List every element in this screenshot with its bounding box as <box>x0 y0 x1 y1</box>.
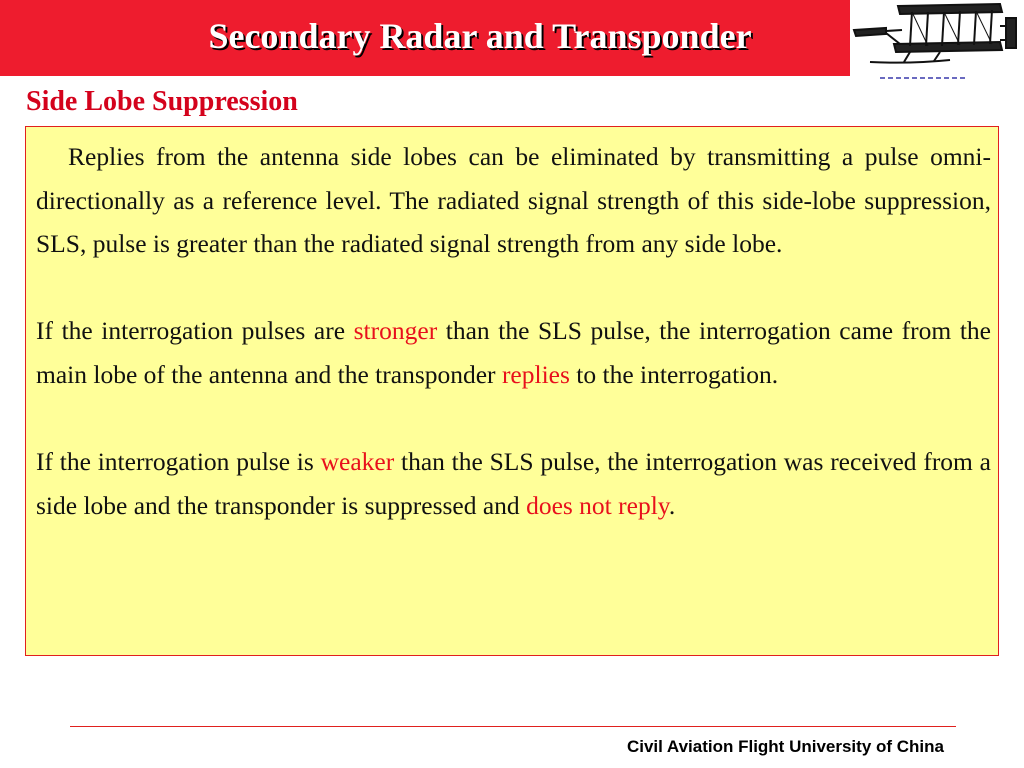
highlight-weaker: weaker <box>320 447 395 477</box>
paragraph-3-text-a: If the interrogation pulse is <box>36 447 321 477</box>
highlight-stronger: stronger <box>353 316 438 346</box>
logo-area <box>850 0 1024 80</box>
slide-title: Secondary Radar and Transponder <box>208 16 752 56</box>
paragraph-3 <box>36 440 991 527</box>
content-text <box>36 135 991 527</box>
paragraph-3-text-b: than the SLS pulse, the interrogation was received from a side lobe and the transponder is suppressed and <box>36 447 991 520</box>
paragraph-2-text-b: than the SLS pulse, the interrogation came from the main lobe of the antenna and the transponder <box>36 316 991 389</box>
footer-divider <box>70 726 956 727</box>
wright-biplane-icon <box>850 0 1024 80</box>
highlight-does-not-reply: does not reply <box>526 490 669 520</box>
paragraph-2-text-c: to the interrogation. <box>569 359 779 389</box>
paragraph-1: Replies from the antenna side lobes can be eliminated by transmitting a pulse omni-directionally as a reference level. The radiated signal strength of this side-lobe suppression, SLS, pulse is greater than the radiated signal strength from any side lobe. <box>36 142 991 259</box>
paragraph-2-text-a: If the interrogation pulses are <box>36 316 354 346</box>
footer-organization: Civil Aviation Flight University of China <box>626 737 944 756</box>
content-box <box>25 126 999 656</box>
highlight-replies: replies <box>501 359 570 389</box>
section-heading: Side Lobe Suppression <box>26 86 298 117</box>
paragraph-2 <box>36 309 991 396</box>
paragraph-3-text-c: . <box>668 490 676 520</box>
